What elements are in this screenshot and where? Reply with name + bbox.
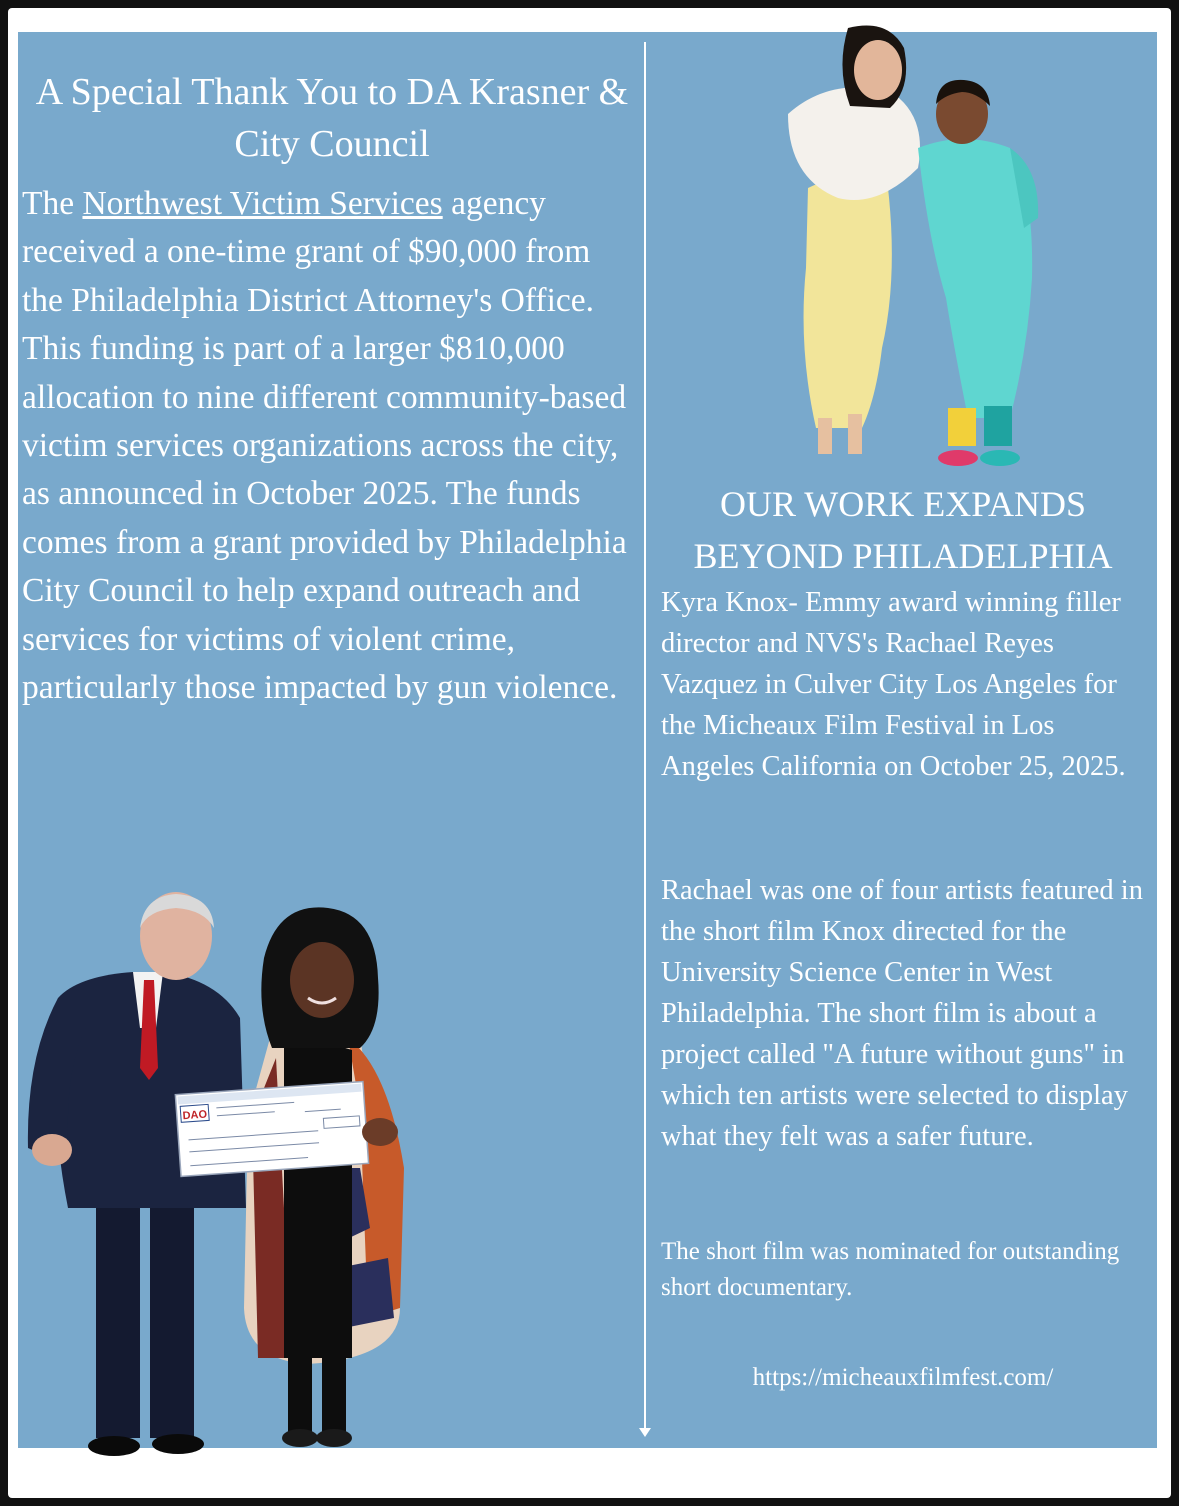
- left-heading: A Special Thank You to DA Krasner & City Council: [35, 71, 629, 165]
- arrow-down-icon: [639, 1428, 651, 1437]
- short-film-paragraph: Rachael was one of four artists featured in the short film Knox directed for the University Science Center in West Philadelphia. The short film is about a project called "A future without guns" in which ten artists were selected to display what they felt was a safer future.: [661, 875, 1143, 1152]
- nomination-paragraph: The short film was nominated for outstanding short documentary.: [661, 1238, 1120, 1301]
- festival-paragraph: Kyra Knox- Emmy award winning filler director and NVS's Rachael Reyes Vazquez in Culver City Los Angeles for the Micheaux Film Festival in Los Angeles California on October 25, 2025.: [661, 587, 1126, 782]
- page: [8, 8, 1171, 1498]
- left-body-text: [22, 180, 632, 712]
- dao-logo: DAO: [182, 1108, 208, 1123]
- northwest-victim-services-link[interactable]: Northwest Victim Services: [82, 185, 443, 222]
- body-text-rest: agency received a one-time grant of $90,000 from the Philadelphia District Attorney's Office. This funding is part of a larger $810,000 allocation to nine different community-based victim services organizations across the city, as announced in October 2025. The funds comes from a grant provided by Philadelphia City Council to help expand outreach and services for victims of violent crime, particularly those impacted by gun violence.: [22, 185, 627, 707]
- column-divider: [644, 42, 646, 1434]
- film-festival-photo: [778, 18, 1048, 470]
- right-heading: OUR WORK EXPANDS BEYOND PHILADELPHIA: [693, 484, 1113, 576]
- check-presentation-photo: [8, 888, 428, 1468]
- body-text-start: The: [22, 185, 83, 222]
- micheaux-film-fest-link[interactable]: https://micheauxfilmfest.com/: [752, 1364, 1054, 1391]
